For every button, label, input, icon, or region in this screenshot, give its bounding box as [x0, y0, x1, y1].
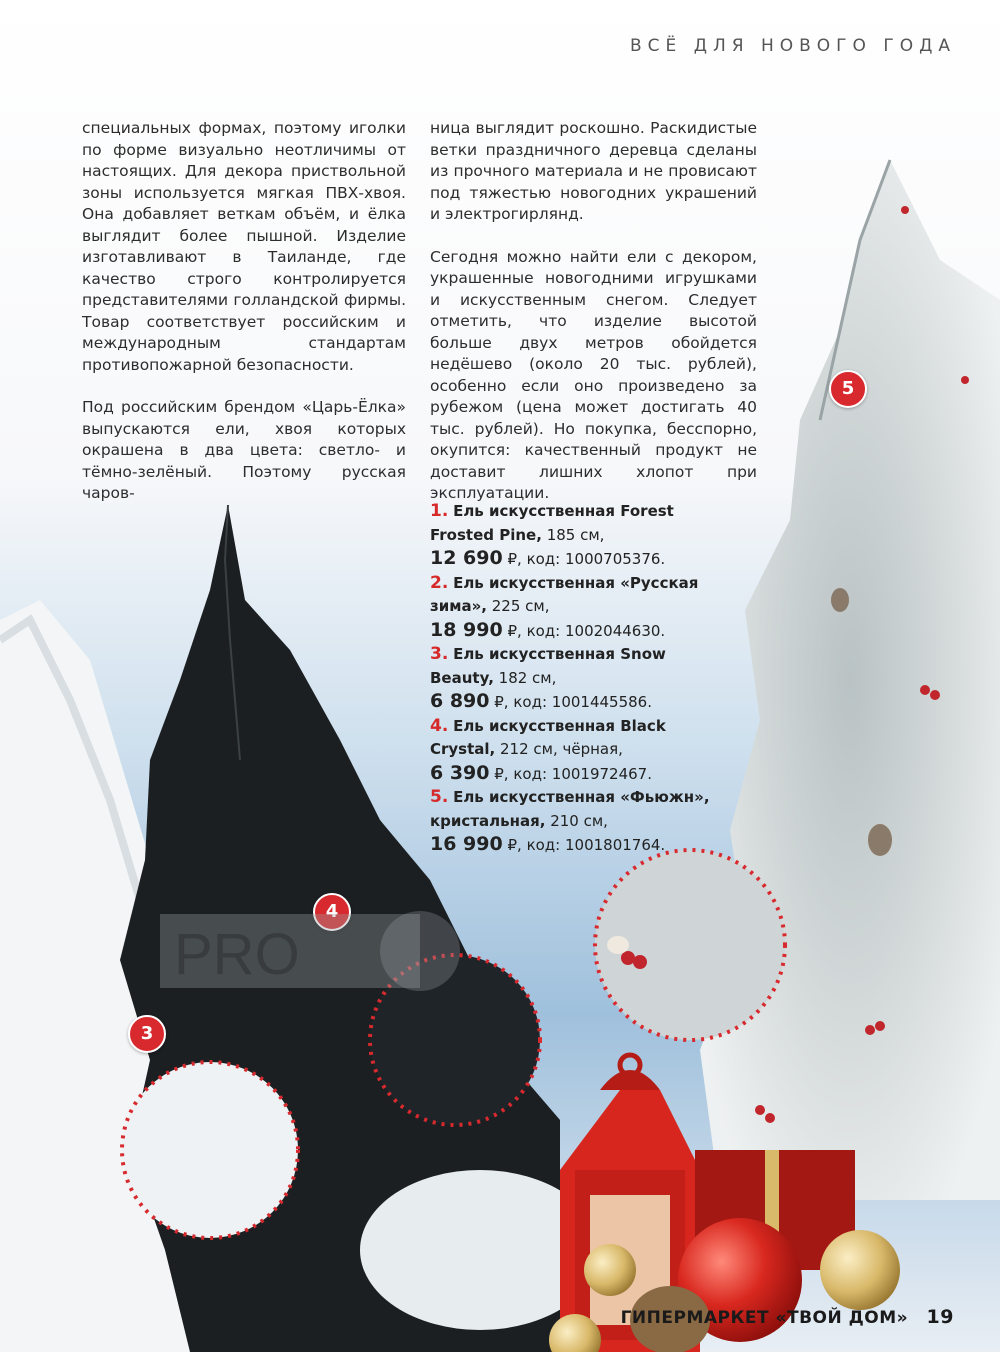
callout-badge-4: 4 [313, 893, 351, 931]
product-item [430, 715, 730, 787]
page-number: 19 [926, 1306, 954, 1328]
product-price: 18 990 [430, 618, 503, 641]
product-spec: 212 см, чёрная, [495, 740, 623, 758]
watermark-logo [160, 908, 540, 994]
section-title: ВСЁ ДЛЯ НОВОГО ГОДА [630, 36, 956, 56]
product-list [430, 500, 730, 858]
product-code: ₽, код: 1000705376. [502, 550, 666, 568]
product-number: 5. [430, 787, 449, 807]
article-paragraph: ница выглядит роскошно. Раскидистые ветки праздничного деревца сделаны из прочного материала и не провисают под тяжестью новогодних украшений и электрогирлянд. [430, 119, 757, 223]
product-name: Ель искусственная Black Crystal, [430, 716, 666, 758]
product-code: ₽, код: 1001972467. [489, 764, 652, 783]
product-number: 3. [430, 644, 449, 664]
product-item [430, 786, 730, 858]
product-spec: 185 см, [541, 525, 605, 544]
product-item [430, 572, 730, 644]
footer-brand: ГИПЕРМАРКЕТ «ТВОЙ ДОМ» [620, 1308, 909, 1328]
product-spec: 225 см, [487, 597, 550, 615]
callout-badge-3: 3 [128, 1015, 166, 1053]
product-number: 1. [430, 501, 449, 521]
article-column-1 [82, 118, 406, 526]
product-name: Ель искусственная Forest Frosted Pine, [430, 502, 674, 544]
product-item [430, 643, 730, 715]
product-price: 6 390 [430, 761, 490, 784]
product-name: Ель искусственная «Фьюжн», кристальная, [430, 788, 710, 830]
article-paragraph: Под российским брендом «Царь-Ёлка» выпускаются ели, хвоя которых окрашена в два цвета: светло- и тёмно-зелёный. Поэтому русская чаров- [82, 398, 406, 502]
product-price: 12 690 [430, 547, 503, 569]
product-code: ₽, код: 1001445586. [489, 693, 652, 711]
product-number: 4. [430, 715, 449, 736]
callout-badge-5: 5 [829, 370, 867, 408]
product-item [430, 500, 730, 572]
zoom-circle-3 [122, 1062, 298, 1238]
page-footer [621, 1306, 954, 1328]
product-price: 6 890 [430, 690, 490, 712]
article-column-2 [430, 118, 757, 526]
product-name: Ель искусственная Snow Beauty, [430, 645, 666, 687]
product-spec: 210 см, [545, 811, 608, 830]
watermark-text: PRO [174, 922, 300, 987]
product-price: 16 990 [430, 833, 503, 855]
article-paragraph: специальных формах, поэтому иголки по форме визуально неотличимы от настоящих. Для декора приствольной зоны используется мягкая ПВХ-хвоя. Она добавляет веткам объём, и ёлка выглядит более пышной. Изделие изготавливают в Таиланде, где качество строго контролируется представителями голландской фирмы. Товар соответствует российским и международным стандартам противопожарной безопасности. [82, 119, 406, 374]
product-code: ₽, код: 1001801764. [502, 836, 666, 854]
article-paragraph: Сегодня можно найти ели с декором, украшенные новогодними игрушками и искусственным снегом. Следует отметить, что изделие высотой больше двух метров обойдется недёшево (около 20 тыс. рублей), особенно если оно произведено за рубежом (цена может достигать 40 тыс. рублей). Но покупка, бесспорно, окупится: качественный продукт не доставит лишних хлопот при эксплуатации. [430, 247, 757, 502]
product-number: 2. [430, 572, 449, 593]
product-name: Ель искусственная «Русская зима», [430, 573, 699, 615]
product-code: ₽, код: 1002044630. [502, 621, 666, 640]
product-spec: 182 см, [493, 668, 557, 687]
